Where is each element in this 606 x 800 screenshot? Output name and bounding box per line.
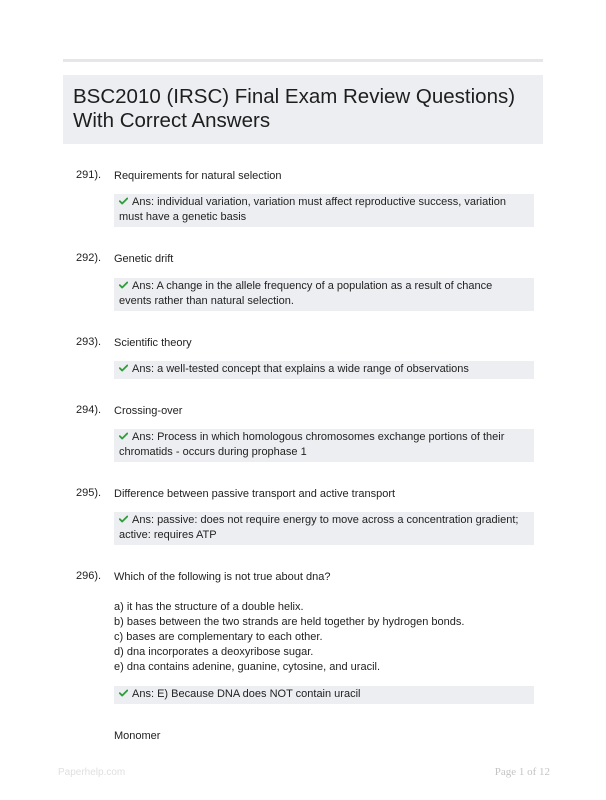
check-icon bbox=[119, 281, 128, 289]
title-line-2: With Correct Answers bbox=[73, 109, 271, 132]
question-number: 292). bbox=[76, 252, 102, 264]
answer-text: Ans: Process in which homologous chromosomes exchange portions of their chromatids - occurs during prophase 1 bbox=[119, 431, 505, 458]
answer-box bbox=[114, 194, 534, 227]
question-text: Crossing-over bbox=[114, 405, 183, 417]
footer-watermark: Paperhelp.com bbox=[58, 767, 126, 778]
answer-text: Ans: E) Because DNA does NOT contain uracil bbox=[132, 688, 361, 700]
document-title bbox=[73, 85, 533, 133]
check-icon bbox=[119, 515, 128, 523]
option-b: b) bases between the two strands are held together by hydrogen bonds. bbox=[114, 616, 465, 628]
question-text: Requirements for natural selection bbox=[114, 170, 282, 182]
answer-box bbox=[114, 361, 534, 379]
check-icon bbox=[119, 197, 128, 205]
question-number: 296). bbox=[76, 570, 102, 582]
answer-text: Ans: A change in the allele frequency of a population as a result of chance events rather than natural selection. bbox=[119, 280, 493, 307]
question-text: Monomer bbox=[114, 730, 161, 742]
question-text: Which of the following is not true about dna? bbox=[114, 571, 331, 583]
answer-box bbox=[114, 429, 534, 462]
page-number: Page 1 of 12 bbox=[494, 766, 550, 778]
question-number: 294). bbox=[76, 404, 102, 416]
question-text: Genetic drift bbox=[114, 253, 174, 265]
answer-box bbox=[114, 512, 534, 545]
check-icon bbox=[119, 432, 128, 440]
answer-text: Ans: a well-tested concept that explains a wide range of observations bbox=[132, 363, 469, 375]
title-header bbox=[63, 75, 543, 144]
answer-box bbox=[114, 278, 534, 311]
answer-text: Ans: passive: does not require energy to move across a concentration gradient; active: requires ATP bbox=[119, 514, 519, 541]
question-number: 295). bbox=[76, 487, 102, 499]
answer-options bbox=[114, 600, 534, 675]
check-icon bbox=[119, 689, 128, 697]
option-d: d) dna incorporates a deoxyribose sugar. bbox=[114, 646, 314, 658]
title-line-1: BSC2010 (IRSC) Final Exam Review Questions) bbox=[73, 85, 516, 108]
question-text: Difference between passive transport and active transport bbox=[114, 488, 396, 500]
question-number: 293). bbox=[76, 336, 102, 348]
answer-box bbox=[114, 686, 534, 704]
question-number: 291). bbox=[76, 169, 102, 181]
option-c: c) bases are complementary to each other. bbox=[114, 631, 323, 643]
top-divider bbox=[63, 59, 543, 62]
answer-text: Ans: individual variation, variation must affect reproductive success, variation must have a genetic basis bbox=[119, 196, 506, 223]
option-e: e) dna contains adenine, guanine, cytosine, and uracil. bbox=[114, 661, 381, 673]
question-text: Scientific theory bbox=[114, 337, 192, 349]
option-a: a) it has the structure of a double helix. bbox=[114, 601, 304, 613]
check-icon bbox=[119, 364, 128, 372]
